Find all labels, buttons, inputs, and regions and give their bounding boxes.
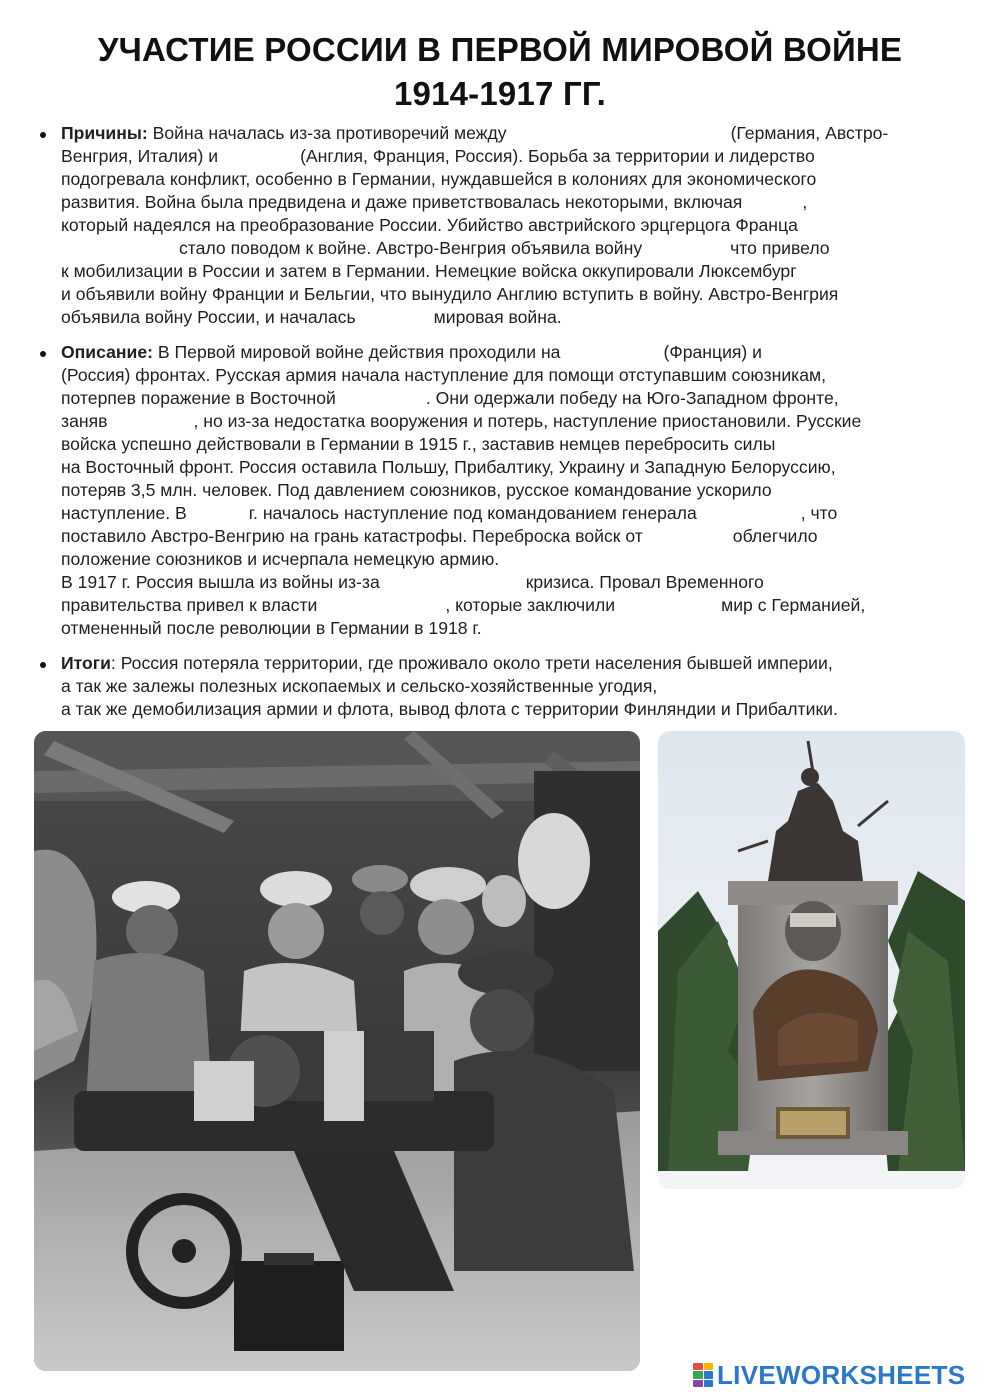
description-line-2: (Россия) фронтах. Русская армия начала наступление для помощи отступавшим союзникам,: [61, 365, 827, 385]
monument-photo: [658, 731, 965, 1189]
bullet-icon: [40, 662, 46, 668]
description-line-3: потерпев поражение в Восточной . Они одержали победу на Юго-Западном фронте,: [61, 388, 839, 408]
description-line-4: заняв , но из-за недостатка вооружения и потерь, наступление приостановили. Русские: [61, 411, 862, 431]
liveworksheets-logo-icon: [693, 1363, 713, 1387]
description-label: Описание:: [61, 342, 153, 362]
causes-line-4: развития. Война была предвидена и даже приветствовалась некоторыми, включая ,: [61, 192, 808, 212]
causes-line-1: Причины: Война началась из-за противоречий между (Германия, Австро-: [61, 123, 889, 143]
results-label: Итоги: [61, 653, 111, 673]
soldiers-photo-illustration: [34, 731, 640, 1371]
description-line-11: В 1917 г. Россия вышла из войны из-за кризиса. Провал Временного: [61, 572, 764, 592]
description-line-7: потеряв 3,5 млн. человек. Под давлением союзников, русское командование ускорило: [61, 480, 772, 500]
section-causes: [40, 122, 965, 329]
liveworksheets-logo: [693, 1361, 965, 1389]
results-line-1: Итоги: Россия потеряла территории, где проживало около трети населения бывшей империи,: [61, 653, 833, 673]
description-line-6: на Восточный фронт. Россия оставила Польшу, Прибалтику, Украину и Западную Белоруссию,: [61, 457, 836, 477]
causes-line-3: подогревала конфликт, особенно в Германии, нуждавшейся в колониях для экономического: [61, 169, 817, 189]
bullet-icon: [40, 351, 46, 357]
description-line-8: наступление. В г. началось наступление под командованием генерала , что: [61, 503, 838, 523]
description-line-1: Описание: В Первой мировой войне действия проходили на (Франция) и: [61, 342, 762, 362]
bullet-icon: [40, 132, 46, 138]
description-line-9: поставило Австро-Венгрию на грань катастрофы. Переброска войск от облегчило: [61, 526, 818, 546]
results-line-2: а так же залежы полезных ископаемых и сельско-хозяйственные угодия,: [61, 676, 658, 696]
monument-photo-illustration: [658, 731, 965, 1189]
causes-line-6: стало поводом к войне. Австро-Венгрия объявила войну что привело: [179, 238, 830, 258]
causes-line-9: объявила войну России, и началась мировая война.: [61, 307, 562, 327]
causes-label: Причины:: [61, 123, 148, 143]
description-line-5: войска успешно действовали в Германии в 1915 г., заставив немцев перебросить силы: [61, 434, 776, 454]
title-line-1: УЧАСТИЕ РОССИИ В ПЕРВОЙ МИРОВОЙ ВОЙНЕ: [97, 31, 903, 68]
section-results: [40, 652, 965, 721]
causes-line-5: который надеялся на преобразование России. Убийство австрийского эрцгерцога Франца: [61, 215, 798, 235]
liveworksheets-logo-text: LIVEWORKSHEETS: [717, 1359, 966, 1390]
description-line-13: отмененный после революции в Германии в 1918 г.: [61, 618, 482, 638]
causes-line-7: к мобилизации в России и затем в Германии. Немецкие войска оккупировали Люксембург: [61, 261, 797, 281]
causes-line-2: Венгрия, Италия) и (Англия, Франция, Россия). Борьба за территории и лидерство: [61, 146, 815, 166]
soldiers-photo: [34, 731, 640, 1371]
causes-line-8: и объявили войну Франции и Бельгии, что вынудило Англию вступить в войну. Австро-Венгрия: [61, 284, 839, 304]
description-line-12: правительства привел к власти , которые заключили мир с Германией,: [61, 595, 866, 615]
results-line-3: а так же демобилизация армии и флота, вывод флота с территории Финляндии и Прибалтики.: [61, 699, 838, 719]
page-title: [0, 28, 1000, 116]
description-line-10: положение союзников и исчерпала немецкую армию.: [61, 549, 500, 569]
section-description: [40, 341, 965, 640]
title-line-2: 1914-1917 ГГ.: [393, 75, 607, 112]
